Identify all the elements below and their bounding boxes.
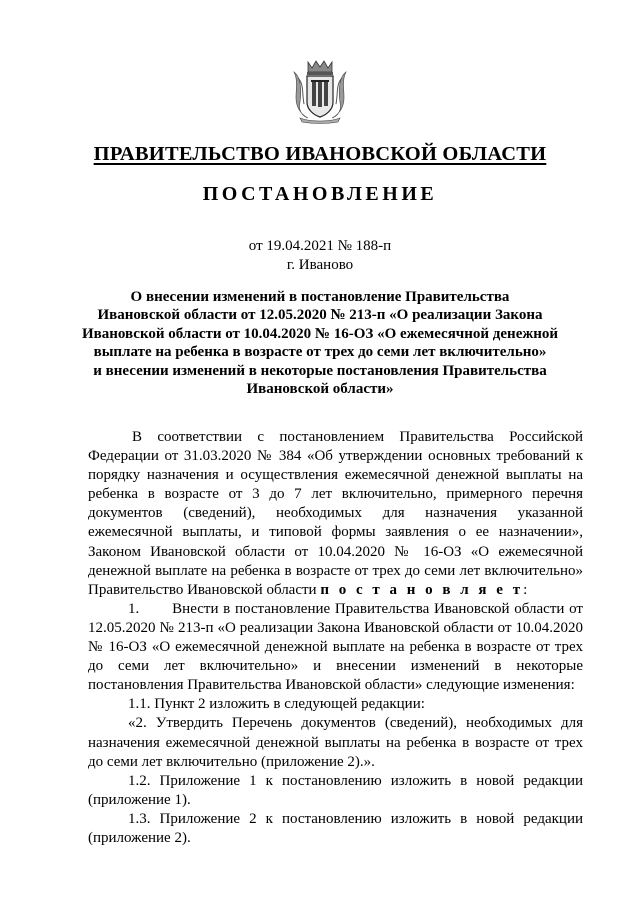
- coat-of-arms-icon: [290, 58, 350, 124]
- subject-line: Ивановской области от 12.05.2020 № 213-п «О реализации Закона: [97, 307, 543, 324]
- subject-line: Ивановской области от 10.04.2020 № 16-ОЗ «О ежемесячной денежной: [81, 325, 559, 342]
- document-subject: [60, 288, 580, 398]
- preamble-paragraph: [88, 428, 583, 600]
- document-type: ПОСТАНОВЛЕНИЕ: [202, 183, 438, 205]
- resolves-word: п о с т а н о в л я е т: [320, 581, 524, 598]
- preamble-text: В соответствии с постановлением Правительства Российской Федерации от 31.03.2020 № 384 «Об утверждении основных требований к порядку назначения и осуществления ежемесячной денежной выплаты на ребенка в возрасте от 3 до 7 лет включительно, примерного перечня документов (сведений), необходимых для назначения указанной ежемесячной выплаты, и типовой формы заявления о ее назначении», Законом Ивановской области от 10.04.2020 № 16-ОЗ «О ежемесячной денежной выплате на ребенка в возрасте от трех до семи лет включительно» Правительство Ивановской области: [88, 429, 583, 598]
- subject-line: выплате на ребенка в возрасте от трех до семи лет включительно»: [93, 344, 547, 361]
- subject-line: Ивановской области»: [246, 381, 394, 398]
- city: г. Иваново: [286, 257, 354, 273]
- government-title-text: ПРАВИТЕЛЬСТВО ИВАНОВСКОЙ ОБЛАСТИ: [93, 143, 547, 165]
- item-1-1: 1.1. Пункт 2 изложить в следующей редакции:: [128, 696, 425, 713]
- resolves-colon: :: [523, 581, 528, 598]
- item-1-2: 1.2. Приложение 1 к постановлению изложить в новой редакции (приложение 1).: [88, 772, 583, 808]
- item-1: 1. Внести в постановление Правительства Ивановской области от 12.05.2020 № 213-п «О реализации Закона Ивановской области от 10.04.2020 № 16-ОЗ «О ежемесячной денежной выплате на ребенка в возрасте от трех до семи лет включительно» и внесении изменений в некоторые постановления Правительства Ивановской области» следующие изменения:: [88, 600, 583, 694]
- item-1-1-quote: «2. Утвердить Перечень документов (сведений), необходимых для назначения ежемесячной денежной выплаты на ребенка в возрасте от трех до семи лет включительно (приложение 2).».: [88, 715, 583, 770]
- subject-line: и внесении изменений в некоторые постановления Правительства: [93, 362, 547, 379]
- government-title: [0, 142, 640, 166]
- item-1-3: 1.3. Приложение 2 к постановлению изложить в новой редакции (приложение 2).: [88, 810, 583, 846]
- document-body: [88, 428, 583, 848]
- date-number: от 19.04.2021 № 188-п: [248, 238, 392, 254]
- subject-line: О внесении изменений в постановление Правительства: [130, 289, 510, 305]
